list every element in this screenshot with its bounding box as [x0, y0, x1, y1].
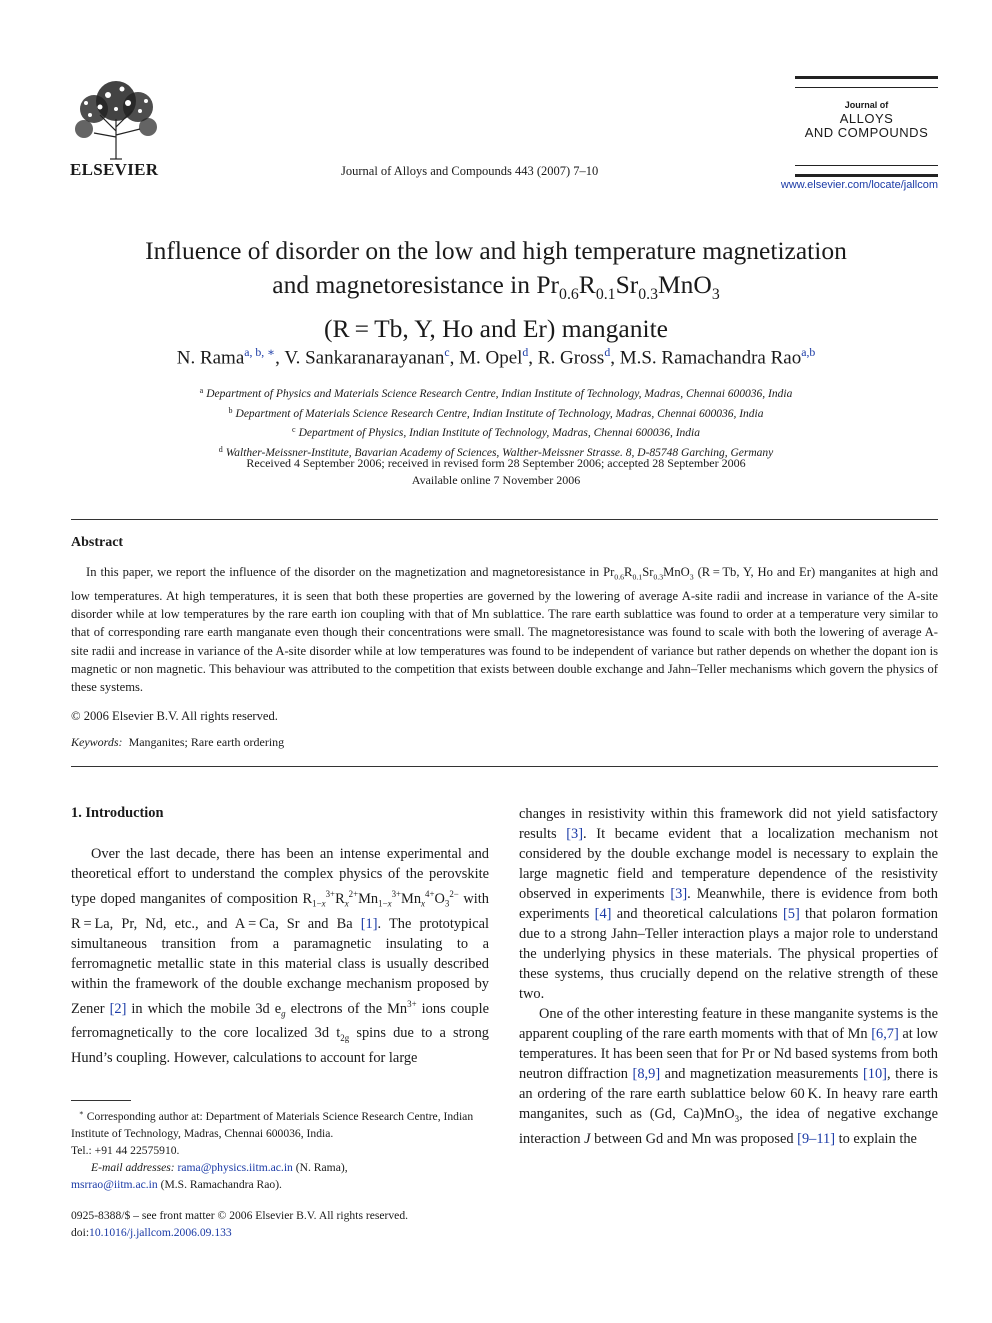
- affiliation-item: $^b$ Department of Materials Science Research Centre, Indian Institute of Technology, Madras, Chennai 600036, India: [228, 405, 764, 420]
- abstract-heading: Abstract: [71, 535, 124, 550]
- divider: [71, 519, 938, 520]
- affiliation-item: $^c$ Department of Physics, Indian Institute of Technology, Madras, Chennai 600036, India: [292, 425, 700, 439]
- front-matter: 0925-8388/$ – see front matter © 2006 Elsevier B.V. All rights reserved. doi:10.1016/j.jallcom.2006.09.133: [71, 1209, 409, 1239]
- citation-link[interactable]: [2]: [109, 1000, 127, 1017]
- abstract-text: In this paper, we report the influence of the disorder on the magnetization and magnetoresistance in $Pr_{0.6}R_{0.1}Sr_{0.3}MnO_3$ (R = Tb, Y, Ho and Er) manganites at high and low temperatures. At high temperatures, it is seen that both these properties are governed by the lowering of average A-site radii and increase in variance of the A-site disorder while at low temperatures by the rare earth ion coupling with that of Mn sublattice. The rare earth sublattice was found to order at a temperature very similar to that of corresponding rare earth manganate even though their concentrations were small. The magnetoresistance was found to scale with both the lowering of average A-site radii and increase in variance of the A-site disorder while at low temperatures was found to be independent of variance but rather depends on whether the dopant ion is magnetic or non magnetic. This behaviour was attributed to the competition that exists between double exchange and Jahn–Teller mechanisms which govern the physics of these systems.: [71, 565, 938, 695]
- keywords: Keywords: Manganites; Rare earth ordering: [71, 735, 285, 749]
- section-heading: 1. Introduction: [71, 805, 164, 821]
- left-column-text: Over the last decade, there has been an intense experimental and theoretical effort to understand the complex physics of the perovskite type doped manganites of composition $R_{1-x}^{3+}R_x^{2+}Mn_{1-x}^{3+}Mn_x^{4+}O_3^{2-}$ with R = La, Pr, Nd, etc., and A = Ca, Sr and Ba [1]. The prototypical simultaneous transition from a paramagnetic insulating to a ferromagnetic metallic state in this material class is usually described within the framework of the double exchange mechanism proposed by Zener [2] in which the mobile 3d $e_g$ electrons of the $Mn^{3+}$ ions couple ferromagnetically to the core localized 3d $t_{2g}$ spins due to a strong Hund’s coupling. However, calculations to account for large: [71, 846, 489, 1067]
- email-link[interactable]: rama@physics.iitm.ac.in: [177, 1160, 293, 1174]
- journal-logo-bottom-rule: [795, 165, 938, 177]
- abstract-copyright: © 2006 Elsevier B.V. All rights reserved.: [71, 709, 278, 723]
- email-link[interactable]: msrrao@iitm.ac.in: [71, 1177, 158, 1191]
- citation-link[interactable]: [9–11]: [797, 1130, 835, 1147]
- citation-link[interactable]: [4]: [594, 906, 612, 922]
- journal-reference: Journal of Alloys and Compounds 443 (2007) 7–10: [341, 164, 599, 178]
- journal-logo-text: ALLOYS AND COMPOUNDS: [804, 111, 929, 140]
- author-name[interactable]: M. Opel: [459, 347, 523, 369]
- doi-link[interactable]: 10.1016/j.jallcom.2006.09.133: [89, 1226, 232, 1239]
- publisher-wordmark: ELSEVIER: [70, 160, 159, 179]
- author-list: N. Rama$^{a, b, ∗}$, V. Sankaranarayanan$^c$, M. Opel$^d$, R. Gross$^d$, M.S. Ramachandra Rao$^{a,b}$: [176, 346, 816, 369]
- corresponding-author-footnote: ∗ Corresponding author at: Department of Materials Science Research Centre, Indian Institute of Technology, Madras, Chennai 600036, India. Tel.: +91 44 22575910. E-mail addresses: rama@physics.iitm.ac.in (N. Rama), msrrao@iitm.ac.in (M.S. Ramachandra Rao).: [71, 1109, 474, 1191]
- citation-link[interactable]: [6,7]: [871, 1026, 899, 1042]
- author-name[interactable]: M.S. Ramachandra Rao: [619, 347, 802, 369]
- affiliation-item: $^d$ Walther-Meissner-Institute, Bavarian Academy of Sciences, Walther-Meissner Strasse. 8, D-85748 Garching, Germany: [218, 444, 774, 459]
- divider: [71, 766, 938, 767]
- journal-logo-small: Journal of: [844, 100, 889, 110]
- right-column-text: changes in resistivity within this framework did not yield satisfactory results [3]. It became evident that a localization mechanism not considered by the double exchange model is necessary to explain the large magnetic field and temperature dependence of the resistivity observed in experiments [3]. Meanwhile, there is evidence from both experiments [4] and theoretical calculations [5] that polaron formation due to a strong Jahn–Teller interaction plays a major role to understand the underlying physics in these materials. The physical properties of these systems, thus crucially depend on the relative strength of these two. One of the other interesting feature in these manganite systems is the apparent coupling of the rare earth moments with that of Mn [6,7] at low temperatures. It has been seen that for Pr or Nd based systems from both neutron diffraction [8,9] and magnetization measurements [10], there is an ordering of the rare earth sublattice below 60 K. In heavy rare earth manganites, such as (Gd, Ca)MnO$_3$, the idea of negative exchange interaction J between Gd and Mn was proposed [9–11] to explain the: [519, 806, 939, 1147]
- affiliations: [60, 383, 932, 461]
- author-name[interactable]: R. Gross: [537, 347, 605, 369]
- author-name[interactable]: N. Rama: [176, 347, 245, 369]
- affiliation-item: $^a$ Department of Physics and Materials Science Research Centre, Indian Institute of Technology, Madras, Chennai 600036, India: [199, 386, 793, 400]
- citation-link[interactable]: [5]: [782, 906, 800, 922]
- citation-link[interactable]: [10]: [862, 1066, 887, 1082]
- citation-link[interactable]: [1]: [360, 915, 378, 932]
- citation-link[interactable]: [3]: [670, 886, 688, 902]
- citation-link[interactable]: [3]: [566, 826, 584, 842]
- journal-url-link[interactable]: www.elsevier.com/locate/jallcom: [780, 179, 938, 191]
- article-history: Received 4 September 2006; received in revised form 28 September 2006; accepted 28 September 2006 Available online 7 November 2006: [246, 456, 746, 487]
- citation-link[interactable]: [8,9]: [632, 1066, 661, 1082]
- article-title: Influence of disorder on the low and high temperature magnetization and magnetoresistance in $Pr_{0.6}R_{0.1}Sr_{0.3}MnO_3$ (R = Tb, Y, Ho and Er) manganite: [145, 236, 847, 344]
- author-name[interactable]: V. Sankaranarayanan: [284, 347, 445, 369]
- elsevier-tree-logo: [70, 75, 162, 161]
- journal-logo-top-rule: [795, 76, 938, 88]
- footnote-rule: [71, 1100, 131, 1101]
